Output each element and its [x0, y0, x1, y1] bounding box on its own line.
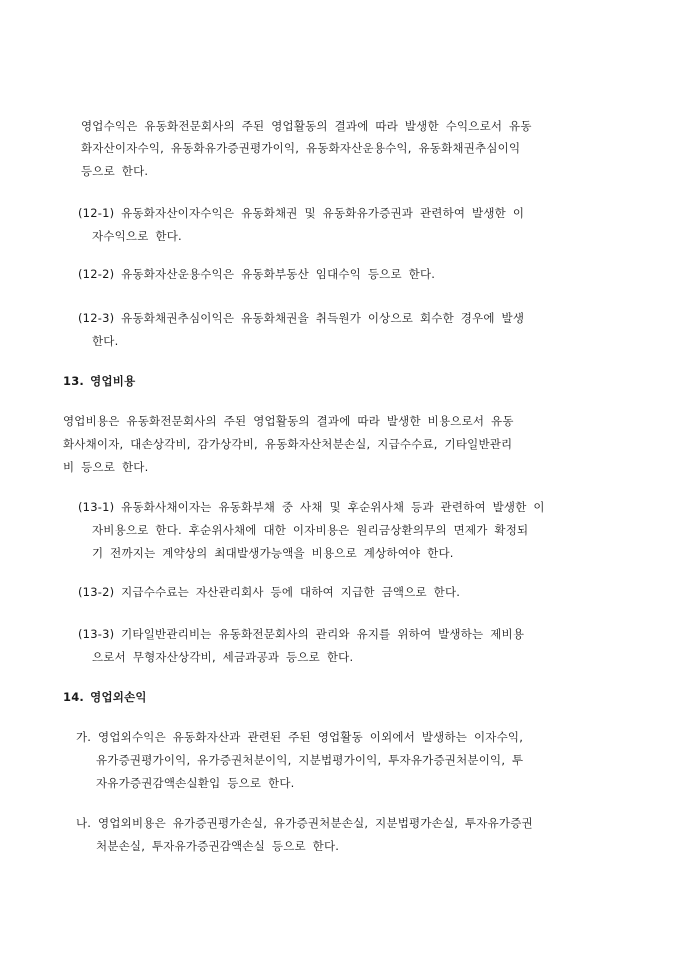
text-line: (13-2) 지급수수료는 자산관리회사 등에 대하여 지급한 금액으로 한다.: [78, 585, 461, 599]
text-line: 기 전까지는 계약상의 최대발생가능액을 비용으로 계상하여야 한다.: [92, 546, 454, 560]
text-line: 가. 영업외수익은 유동화자산과 관련된 주된 영업활동 이외에서 발생하는 이자수익,: [76, 730, 524, 744]
text-line: 비 등으로 한다.: [63, 460, 149, 474]
text-line: 화자산이자수익, 유동화유가증권평가이익, 유동화자산운용수익, 유동화채권추심이익: [81, 141, 521, 155]
text-line: (13-3) 기타일반관리비는 유동화전문회사의 관리와 유지를 위하여 발생하는 제비용: [78, 627, 525, 641]
section-heading-14: 14. 영업외손익: [63, 690, 147, 704]
text-line: 자유가증권감액손실환입 등으로 한다.: [96, 776, 295, 790]
text-line: 등으로 한다.: [81, 164, 149, 178]
text-line: (13-1) 유동화사채이자는 유동화부채 중 사채 및 후순위사채 등과 관련하여 발생한 이: [78, 500, 545, 514]
text-line: 으로서 무형자산상각비, 세금과공과 등으로 한다.: [92, 650, 354, 664]
text-line: (12-2) 유동화자산운용수익은 유동화부동산 임대수익 등으로 한다.: [78, 267, 436, 281]
text-line: (12-3) 유동화채권추심이익은 유동화채권을 취득원가 이상으로 회수한 경우에 발생: [78, 311, 525, 325]
text-line: 영업비용은 유동화전문회사의 주된 영업활동의 결과에 따라 발생한 비용으로서 유동: [63, 414, 514, 428]
text-line: 한다.: [92, 334, 119, 348]
text-line: 자수익으로 한다.: [92, 229, 182, 243]
text-line: 나. 영업외비용은 유가증권평가손실, 유가증권처분손실, 지분법평가손실, 투자유가증권: [76, 816, 533, 830]
text-line: (12-1) 유동화자산이자수익은 유동화채권 및 유동화유가증권과 관련하여 발생한 이: [78, 206, 525, 220]
text-line: 자비용으로 한다. 후순위사채에 대한 이자비용은 원리금상환의무의 면제가 확정되: [92, 523, 529, 537]
section-heading-13: 13. 영업비용: [63, 374, 136, 388]
text-line: 처분손실, 투자유가증권감액손실 등으로 한다.: [96, 839, 340, 853]
text-line: 화사채이자, 대손상각비, 감가상각비, 유동화자산처분손실, 지급수수료, 기타일반관리: [63, 437, 513, 451]
text-line: 유가증권평가이익, 유가증권처분이익, 지분법평가이익, 투자유가증권처분이익, 투: [96, 753, 524, 767]
text-line: 영업수익은 유동화전문회사의 주된 영업활동의 결과에 따라 발생한 수익으로서 유동: [81, 119, 532, 133]
